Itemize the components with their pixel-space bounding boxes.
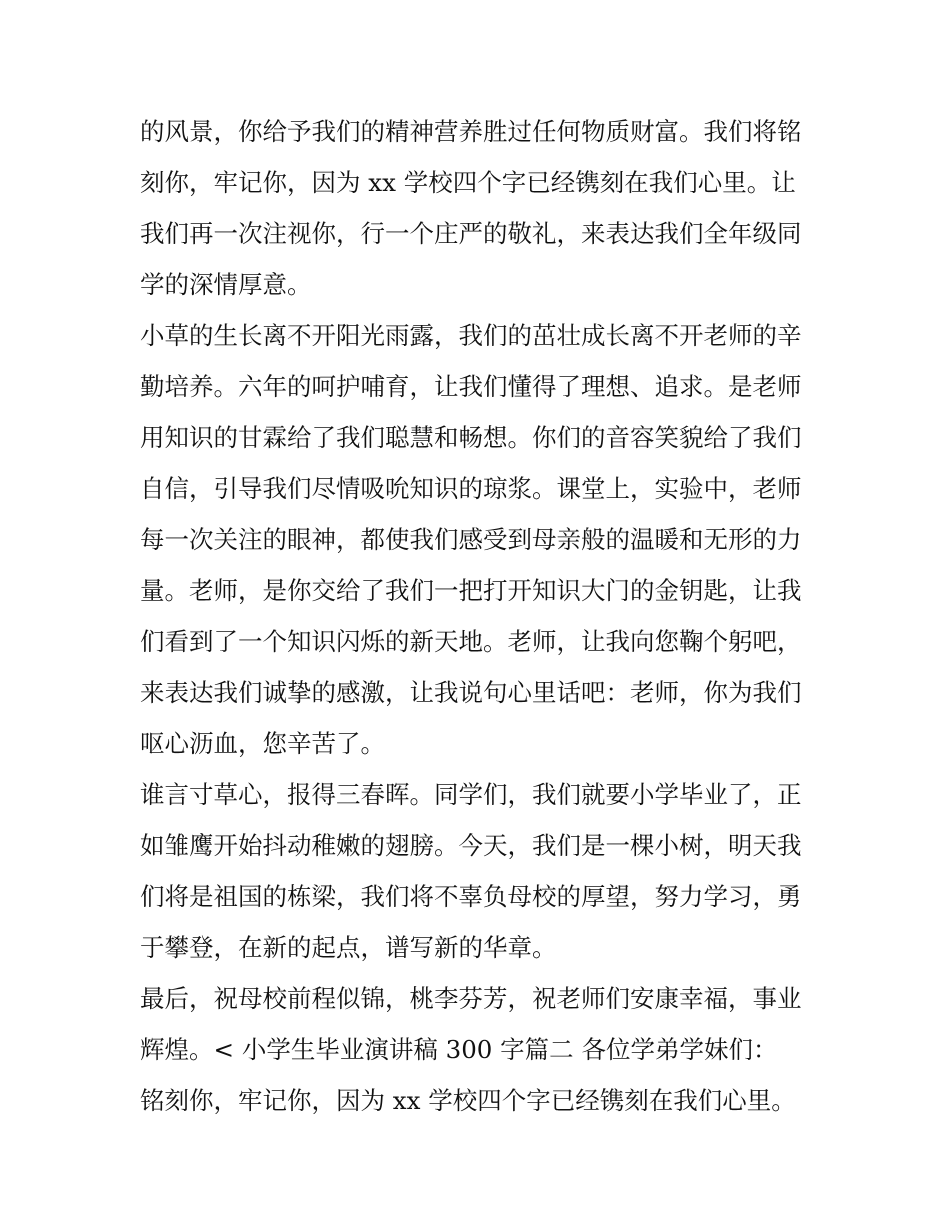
text-line: 自信，引导我们尽情吸吮知识的琼浆。课堂上，实验中，老师 — [140, 474, 802, 503]
text-line: 量。老师，是你交给了我们一把打开知识大门的金钥匙，让我 — [140, 576, 802, 605]
text-line: 们看到了一个知识闪烁的新天地。老师，让我向您鞠个躬吧， — [140, 627, 802, 656]
text-line: 如雏鹰开始抖动稚嫩的翅膀。今天，我们是一棵小树，明天我 — [140, 831, 802, 860]
text-line: 铭刻你，牢记你，因为 xx 学校四个字已经镌刻在我们心里。 — [140, 1086, 796, 1115]
text-line: 谁言寸草心，报得三春晖。同学们，我们就要小学毕业了，正 — [140, 780, 802, 809]
document-body — [140, 106, 820, 1126]
paragraph-5 — [140, 1075, 820, 1126]
text-line: 我们再一次注视你，行一个庄严的敬礼，来表达我们全年级同 — [140, 219, 802, 248]
paragraph-1 — [140, 106, 820, 310]
paragraph-2 — [140, 310, 820, 769]
text-line: 最后，祝母校前程似锦，桃李芬芳，祝老师们安康幸福，事业 — [140, 984, 802, 1013]
text-line: 呕心沥血，您辛苦了。 — [140, 729, 385, 758]
text-line: 来表达我们诚挚的感激，让我说句心里话吧：老师，你为我们 — [140, 678, 802, 707]
text-line: 于攀登，在新的起点，谱写新的华章。 — [140, 933, 557, 962]
text-line: 学的深情厚意。 — [140, 270, 312, 299]
text-line: 辉煌。< 小学生毕业演讲稿 300 字篇二 各位学弟学妹们： — [140, 1035, 778, 1064]
text-line: 的风景，你给予我们的精神营养胜过任何物质财富。我们将铭 — [140, 117, 802, 146]
text-line: 用知识的甘霖给了我们聪慧和畅想。你们的音容笑貌给了我们 — [140, 423, 802, 452]
text-line: 勤培养。六年的呵护哺育，让我们懂得了理想、追求。是老师 — [140, 372, 802, 401]
paragraph-4 — [140, 973, 820, 1075]
paragraph-3 — [140, 769, 820, 973]
text-line: 刻你，牢记你，因为 xx 学校四个字已经镌刻在我们心里。让 — [140, 168, 796, 197]
text-line: 每一次关注的眼神，都使我们感受到母亲般的温暖和无形的力 — [140, 525, 802, 554]
text-line: 小草的生长离不开阳光雨露，我们的茁壮成长离不开老师的辛 — [140, 321, 802, 350]
text-line: 们将是祖国的栋梁，我们将不辜负母校的厚望，努力学习，勇 — [140, 882, 802, 911]
